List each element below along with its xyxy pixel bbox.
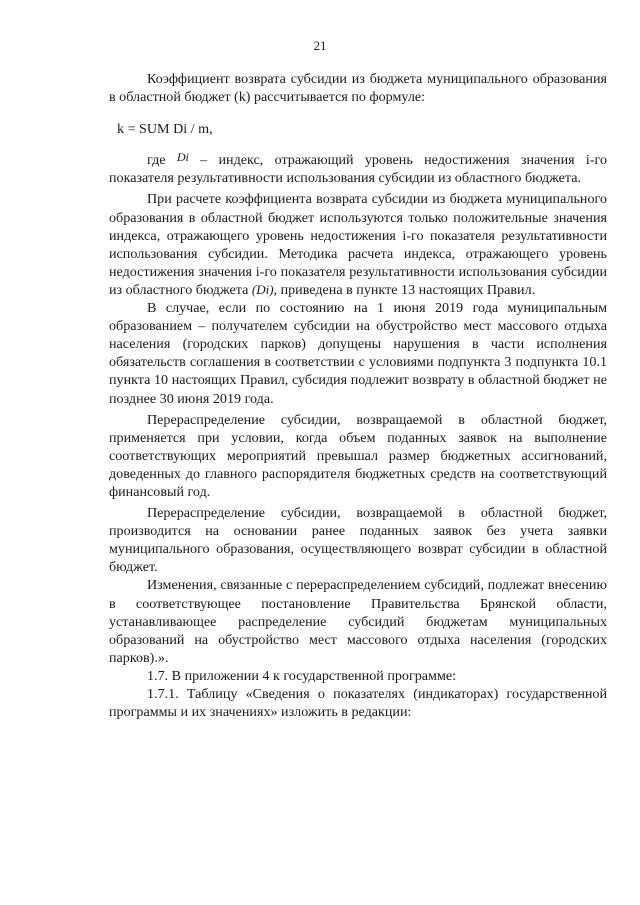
formula: k = SUM Di / m, xyxy=(117,121,213,138)
paragraph-redistribution-condition: Перераспределение субсидии, возвращаемой в областной бюджет, применяется при условии, когда объем поданных заявок на выполнение соответствующих мероприятий превышал размер бюджетных ассигнований, доведенных до главного распорядителя бюджетных средств на соответствующий финансовый год. xyxy=(109,411,607,500)
calculation-tail: , приведена в пункте 13 настоящих Правил. xyxy=(273,281,536,298)
body-text xyxy=(109,70,607,721)
where-word: где xyxy=(147,152,166,169)
paragraph-changes: Изменения, связанные с перераспределением субсидий, подлежат внесению в соответствующее постановление Правительства Брянской области, устанавливающее распределение субсидий бюджетам муниципальных образований на обустройство мест массового отдыха населения (городских парков).». xyxy=(109,577,607,666)
calculation-text: При расчете коэффициента возврата субсидии из бюджета муниципального образования в областной бюджет используются только положительные значения индекса, отражающего уровень недостижения i-го показателя результативности использования субсидии. Методика расчета индекса, отражающего уровень недостижения значения i-го показателя результативности использования субсидии из областного бюджета xyxy=(109,191,607,298)
paragraph-coefficient-intro: Коэффициент возврата субсидии из бюджета муниципального образования в областной бюджет (k) рассчитывается по формуле: xyxy=(109,71,607,106)
paragraph-item-1-7-1: 1.7.1. Таблицу «Сведения о показателях (индикаторах) государственной программы и их значениях» изложить в редакции: xyxy=(109,686,607,721)
page-number: 21 xyxy=(313,38,327,53)
paragraph-item-1-7: 1.7. В приложении 4 к государственной программе: xyxy=(147,667,457,684)
paragraph-where xyxy=(109,148,607,187)
index-symbol-parenthesized: (Di) xyxy=(251,281,274,297)
paragraph-calculation xyxy=(109,190,607,299)
index-symbol: Di xyxy=(176,150,189,165)
paragraph-redistribution-basis: Перераспределение субсидии, возвращаемой в областной бюджет, производится на основании ранее поданных заявок без учета заявки муниципального образования, осуществляющего возврат субсидии в областной бюджет. xyxy=(109,505,607,576)
where-definition: – индекс, отражающий уровень недостижения значения i-го показателя результативности использования субсидии из областного бюджета. xyxy=(109,152,607,187)
paragraph-violation-case: В случае, если по состоянию на 1 июня 2019 года муниципальным образованием – получателем субсидии на обустройство мест массового отдыха населения (городских парков) допущены нарушения в части исполнения обязательств соглашения в соответствии с условиями подпункта 3 подпункта 10.1 пункта 10 настоящих Правил, субсидия подлежит возврату в областной бюджет не позднее 30 июня 2019 года. xyxy=(109,300,607,407)
